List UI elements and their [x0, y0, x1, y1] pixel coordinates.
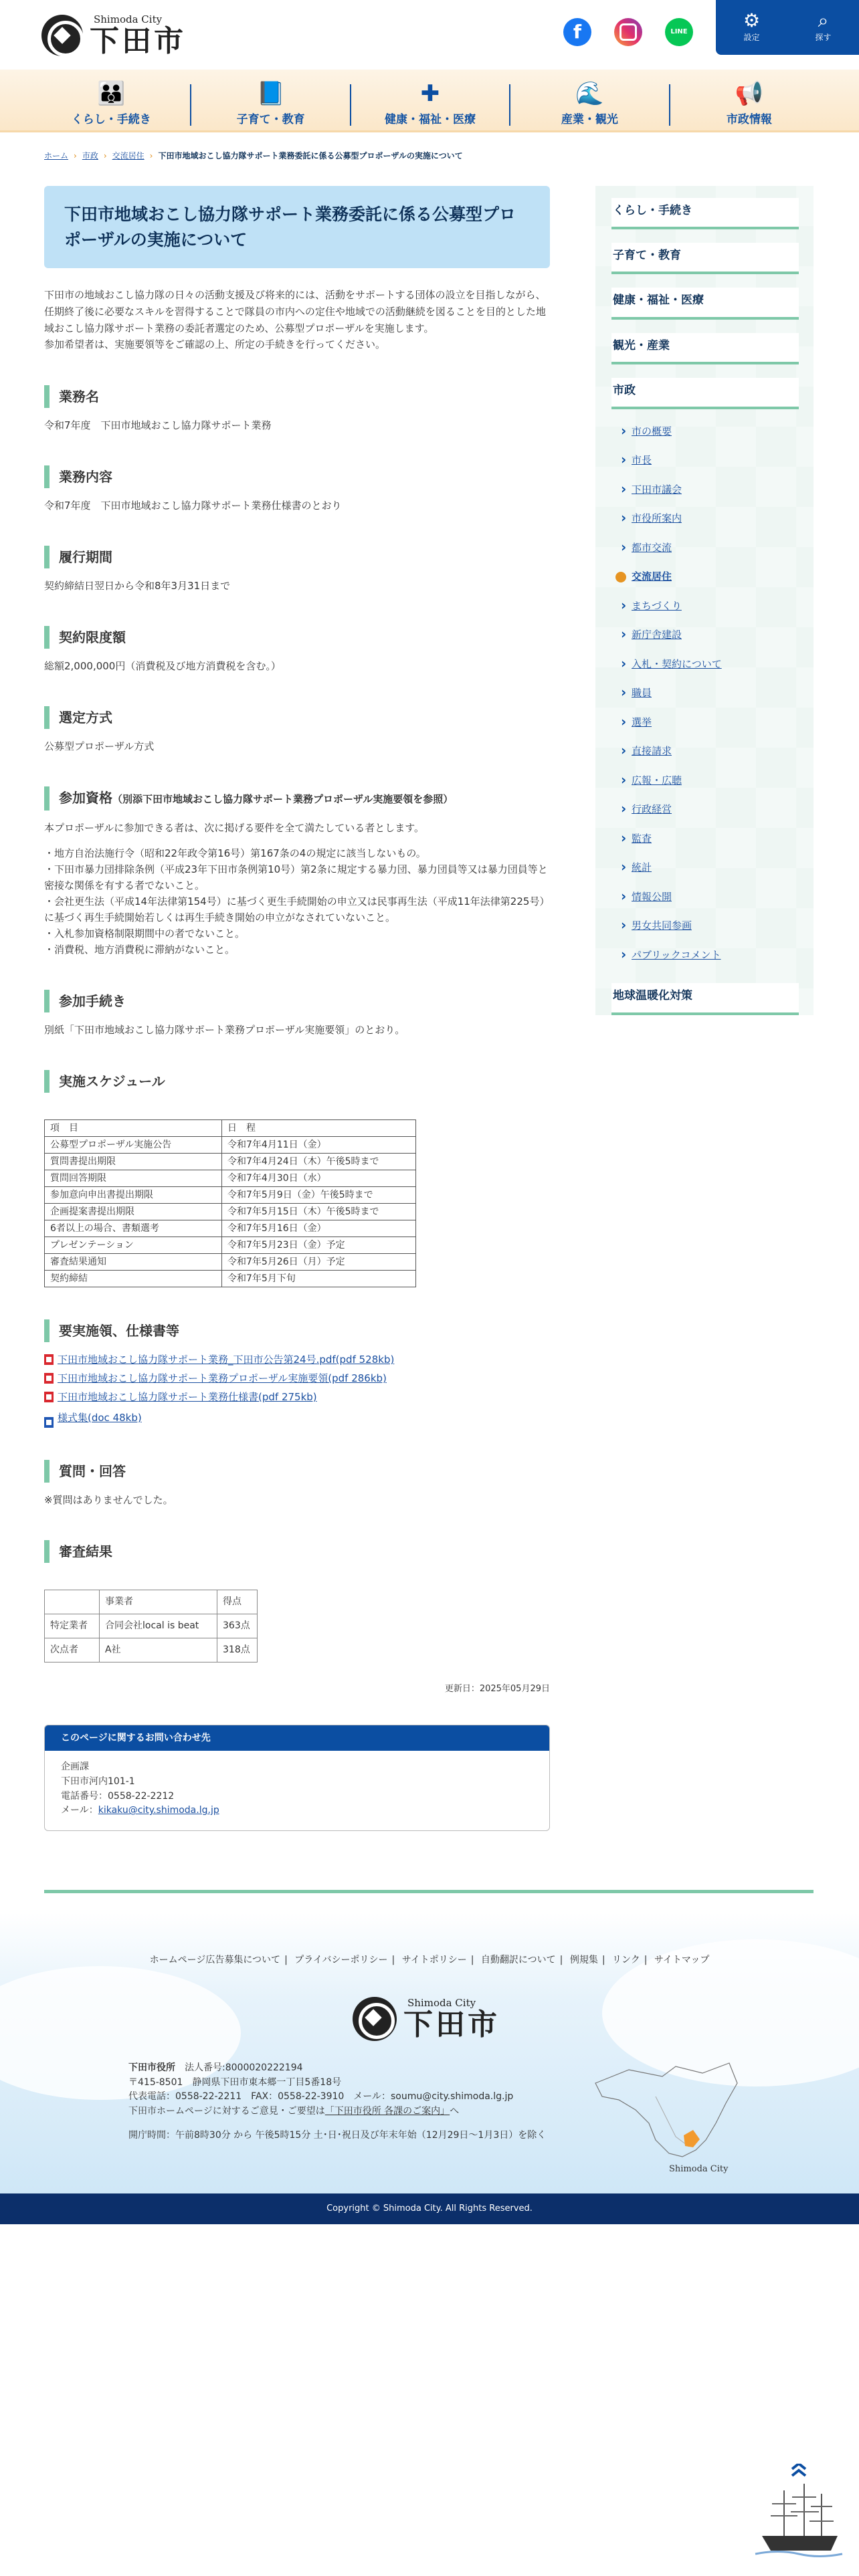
sidebar-link[interactable]: パブリックコメント: [632, 948, 721, 961]
logo-english: Shimoda City: [94, 13, 163, 25]
table-cell: 318点: [217, 1638, 258, 1662]
sidebar-menu: [611, 198, 799, 1029]
document-item: [44, 1352, 550, 1368]
megaphone-icon: 📢: [735, 80, 763, 108]
main-content: [44, 186, 550, 1831]
table-cell: 令和7年5月26日（月）予定: [222, 1254, 416, 1271]
breadcrumb-separator: ›: [74, 151, 77, 160]
book-icon: 📘: [256, 80, 285, 108]
table-cell: 企画提案書提出期限: [45, 1204, 222, 1220]
sidebar-link[interactable]: 交流居住: [632, 570, 672, 583]
nav-label: 子育て・教育: [236, 113, 305, 127]
footer-separator: |: [644, 1955, 648, 1965]
sidebar-link[interactable]: 統計: [632, 861, 652, 874]
table-cell: 参加意向申出書提出期限: [45, 1187, 222, 1204]
table-row: [45, 1154, 416, 1170]
opinion-text-end: へ: [450, 2106, 460, 2117]
footer-link[interactable]: 自動翻訳について: [480, 1955, 556, 1965]
breadcrumb-separator: ›: [103, 151, 107, 160]
sidebar-item[interactable]: [611, 650, 799, 679]
nav-item-health[interactable]: [351, 80, 510, 127]
nav-item-industry[interactable]: [510, 80, 670, 127]
document-link[interactable]: 下田市地域おこし協力隊サポート業務プロポーザル実施要領(pdf 286kb): [58, 1372, 387, 1384]
section-heading: 審査結果: [44, 1540, 550, 1563]
document-item: [44, 1389, 550, 1405]
section-heading: 業務内容: [44, 465, 550, 488]
footer-separator: |: [559, 1955, 563, 1965]
footer-link[interactable]: サイトポリシー: [401, 1955, 467, 1965]
contact-dept: 企画課: [61, 1761, 89, 1773]
nav-item-education[interactable]: [191, 80, 351, 127]
document-item: [44, 1408, 550, 1428]
site-header: [0, 0, 859, 67]
table-header-cell: 事業者: [100, 1590, 217, 1614]
sidebar-item[interactable]: [611, 853, 799, 883]
sidebar-item[interactable]: [611, 592, 799, 621]
search-label: 探す: [815, 33, 832, 43]
nav-label: 健康・福祉・医療: [385, 113, 476, 127]
sidebar-item[interactable]: [611, 679, 799, 708]
document-link[interactable]: 様式集(doc 48kb): [58, 1412, 142, 1424]
qualification-list: [44, 845, 550, 958]
page-title: 下田市地域おこし協力隊サポート業務委託に係る公募型プロポーザルの実施について: [44, 186, 550, 268]
document-link[interactable]: 下田市地域おこし協力隊サポート業務_下田市公告第24号.pdf(pdf 528kb): [58, 1354, 395, 1366]
sidebar-link[interactable]: 下田市議会: [632, 483, 682, 496]
section-heading: 契約限度額: [44, 626, 550, 649]
section-text: 令和7年度 下田市地域おこし協力隊サポート業務: [44, 419, 272, 431]
contact-address: 下田市河内101-1: [61, 1776, 135, 1787]
list-item: ・下田市暴力団排除条例（平成23年下田市条例第10号）第2条に規定する暴力団、暴力団員等又は暴力団員等と密接な関係を有する者でないこと。: [44, 863, 548, 891]
footer-link[interactable]: サイトマップ: [654, 1955, 710, 1965]
medical-bag-icon: ✚: [420, 80, 440, 108]
table-row: [45, 1220, 416, 1237]
search-button[interactable]: [787, 0, 859, 55]
table-row: [45, 1137, 416, 1154]
table-cell: A社: [100, 1638, 217, 1662]
section-heading: 参加手続き: [44, 990, 550, 1012]
copyright: Copyright © Shimoda City. All Rights Reserved.: [0, 2193, 859, 2224]
footer-link[interactable]: リンク: [612, 1955, 640, 1965]
table-header-cell: 得点: [217, 1590, 258, 1614]
table-row: [45, 1237, 416, 1254]
search-icon: ⌕: [818, 9, 829, 32]
sidebar-item[interactable]: [611, 534, 799, 563]
pdf-file-icon: [44, 1392, 54, 1402]
table-row: [45, 1271, 416, 1287]
sidebar-item[interactable]: [611, 621, 799, 650]
sidebar-item[interactable]: [611, 883, 799, 912]
list-item: ・地方自治法施行令（昭和22年政令第16号）第167条の4の規定に該当しないもの。: [44, 847, 426, 859]
people-icon: 👪: [97, 80, 126, 108]
sidebar-item[interactable]: [611, 825, 799, 854]
table-cell: 363点: [217, 1614, 258, 1638]
table-header-cell: 項 目: [45, 1120, 222, 1137]
list-item: ・消費税、地方消費税に滞納がないこと。: [44, 944, 235, 956]
table-row: [45, 1638, 258, 1662]
sidebar-heading[interactable]: 観光・産業: [611, 333, 799, 364]
sidebar-link[interactable]: 市役所案内: [632, 512, 682, 525]
sidebar-link[interactable]: 監査: [632, 832, 652, 845]
footer-divider: [44, 1890, 814, 1893]
table-cell: 令和7年4月24日（木）午後5時まで: [222, 1154, 416, 1170]
site-footer: [0, 1913, 859, 2193]
table-row: [45, 1187, 416, 1204]
office-name: 下田市役所: [128, 2062, 175, 2073]
list-item: ・入札参加資格制限期間中の者でないこと。: [44, 928, 246, 940]
contact-mail-label: メール：: [61, 1805, 98, 1816]
sidebar-item[interactable]: [611, 737, 799, 766]
sidebar-item[interactable]: [611, 446, 799, 475]
sidebar-link[interactable]: まちづくり: [632, 599, 682, 612]
contact-box: [44, 1725, 550, 1831]
sidebar-item[interactable]: [611, 475, 799, 505]
sidebar-link[interactable]: 広報・広聴: [632, 774, 682, 786]
corporate-number: 法人番号:8000020222194: [185, 2062, 303, 2073]
logo-japanese: 下田市: [403, 2008, 500, 2042]
footer-link[interactable]: ホームページ広告募集について: [149, 1955, 281, 1965]
site-logo[interactable]: [41, 13, 186, 58]
office-address: 〒415-8501 静岡県下田市東本郷一丁目5番18号: [128, 2076, 342, 2088]
table-cell: 公募型プロポーザル実施公告: [45, 1137, 222, 1154]
footer-links: [0, 1953, 859, 1967]
opinion-text: 下田市ホームページに対するご意見・ご要望は: [128, 2106, 325, 2117]
contact-heading: このページに関するお問い合わせ先: [45, 1725, 549, 1751]
sea-icon: 🌊: [575, 80, 604, 108]
sidebar-heading[interactable]: 子育て・教育: [611, 243, 799, 274]
table-cell: 令和7年5月15日（木）午後5時まで: [222, 1204, 416, 1220]
breadcrumb-home[interactable]: ホーム: [44, 151, 69, 160]
contact-phone: 電話番号：0558-22-2212: [61, 1790, 175, 1802]
section-text: 別紙「下田市地域おこし協力隊サポート業務プロポーザル実施要領」のとおり。: [44, 1024, 405, 1036]
table-cell: 合同会社local is beat: [100, 1614, 217, 1638]
table-cell: 契約締結: [45, 1271, 222, 1287]
footer-info: [128, 2061, 563, 2143]
breadcrumb-separator: ›: [149, 151, 153, 160]
section-text: 契約締結日翌日から令和8年3月31日まで: [44, 580, 231, 592]
office-contact: 代表電話：0558-22-2211 FAX：0558-22-3910 メール：soumu@city.shimoda.lg.jp: [128, 2091, 514, 2103]
sidebar-item[interactable]: [611, 504, 799, 534]
footer-link[interactable]: プライバシーポリシー: [294, 1955, 388, 1965]
table-cell: 令和7年5月下旬: [222, 1271, 416, 1287]
table-cell: 質問書提出期限: [45, 1154, 222, 1170]
table-cell: プレゼンテーション: [45, 1237, 222, 1254]
global-nav: [0, 70, 859, 132]
table-header-row: [45, 1590, 258, 1614]
pdf-file-icon: [44, 1354, 54, 1365]
section-heading: 要実施領、仕様書等: [44, 1319, 550, 1342]
contact-mail-link[interactable]: kikaku@city.shimoda.lg.jp: [98, 1805, 219, 1816]
sidebar-link[interactable]: 職員: [632, 687, 652, 700]
table-row: [45, 1204, 416, 1220]
nav-label: 産業・観光: [561, 113, 618, 127]
sidebar-heading[interactable]: 地球温暖化対策: [611, 983, 799, 1014]
footer-logo[interactable]: [353, 1997, 500, 2041]
section-heading-note: （別添下田市地域おこし協力隊サポート業務プロポーザル実施要領を参照）: [112, 793, 454, 805]
footer-separator: |: [470, 1955, 474, 1965]
sidebar-link[interactable]: 情報公開: [632, 890, 672, 903]
document-list: [44, 1352, 550, 1428]
sidebar-item[interactable]: [611, 911, 799, 941]
table-header-cell: [45, 1590, 100, 1614]
nav-label: くらし・手続き: [71, 113, 151, 127]
list-item: ・会社更生法（平成14年法律第154号）に基づく更生手続開始の申立又は民事再生法（平成11年法律第225号）に基づく再生手続開始若しくは再生手続き開始の申立がなされていないこと。: [44, 895, 550, 924]
section-text: 本プロポーザルに参加できる者は、次に掲げる要件を全て満たしている者とします。: [44, 822, 425, 834]
table-row: [45, 1614, 258, 1638]
nav-item-life[interactable]: [32, 80, 191, 127]
intro-paragraph-2: 参加希望者は、実施要領等をご確認の上、所定の手続きを行ってください。: [44, 338, 386, 351]
section-heading: 質問・回答: [44, 1460, 550, 1483]
table-cell: 令和7年4月30日（水）: [222, 1170, 416, 1187]
breadcrumb-kouryu[interactable]: 交流居住: [112, 151, 145, 160]
result-table: [44, 1590, 258, 1662]
table-cell: 特定業者: [45, 1614, 100, 1638]
nav-label: 市政情報: [726, 113, 772, 127]
footer-separator: |: [391, 1955, 395, 1965]
sidebar-heading[interactable]: くらし・手続き: [611, 198, 799, 229]
sidebar-link[interactable]: 男女共同参画: [632, 920, 692, 932]
line-icon[interactable]: LINE: [665, 18, 693, 46]
sidebar-heading[interactable]: 市政: [611, 378, 799, 409]
section-heading-qualification: [44, 786, 550, 811]
table-cell: 6者以上の場合、書類選考: [45, 1220, 222, 1237]
breadcrumb-shisei[interactable]: 市政: [82, 151, 98, 160]
sidebar-link[interactable]: 市の概要: [632, 425, 672, 437]
table-header-row: [45, 1120, 416, 1137]
section-heading: 選定方式: [44, 706, 550, 729]
izu-map-icon: [589, 2056, 743, 2177]
section-heading: 業務名: [44, 385, 550, 408]
sidebar: [595, 186, 814, 1015]
pdf-file-icon: [44, 1373, 54, 1384]
footer-link[interactable]: 例規集: [569, 1955, 598, 1965]
breadcrumb-current: 下田市地域おこし協力隊サポート業務委託に係る公募型プロポーザルの実施について: [158, 151, 463, 160]
city-emblem-icon: [41, 15, 83, 56]
facebook-icon[interactable]: f: [563, 18, 591, 46]
sidebar-item[interactable]: [611, 417, 799, 447]
table-row: [45, 1170, 416, 1187]
opinion-link[interactable]: 「下田市役所 各課のご案内」: [324, 2106, 450, 2117]
sidebar-submenu: [611, 417, 799, 970]
settings-button[interactable]: [716, 0, 787, 55]
section-text: 総額2,000,000円（消費税及び地方消費税を含む。）: [44, 660, 281, 672]
city-emblem-icon: [353, 1997, 397, 2041]
sidebar-link[interactable]: 市長: [632, 454, 652, 467]
section-text: ※質問はありませんでした。: [44, 1494, 173, 1506]
sidebar-heading[interactable]: 健康・福祉・医療: [611, 288, 799, 319]
sidebar-link[interactable]: 入札・契約について: [632, 657, 722, 670]
section-heading: 実施スケジュール: [44, 1070, 550, 1093]
sidebar-item[interactable]: [611, 766, 799, 796]
logo-english: Shimoda City: [407, 1997, 476, 2009]
sidebar-item[interactable]: [611, 795, 799, 825]
table-cell: 令和7年5月23日（金）予定: [222, 1237, 416, 1254]
sidebar-link[interactable]: 新庁舎建設: [632, 629, 682, 641]
logo-japanese: 下田市: [90, 24, 186, 58]
header-buttons: [716, 0, 859, 55]
nav-item-government[interactable]: [670, 80, 828, 127]
sidebar-item[interactable]: [611, 941, 799, 970]
gear-icon: ⚙: [743, 9, 761, 32]
word-file-icon: [44, 1417, 54, 1428]
document-link[interactable]: 下田市地域おこし協力隊サポート業務仕様書(pdf 275kb): [58, 1391, 317, 1403]
back-to-top-button[interactable]: [752, 2464, 846, 2564]
sidebar-link[interactable]: 都市交流: [632, 541, 672, 554]
table-cell: 審査結果通知: [45, 1254, 222, 1271]
sidebar-link[interactable]: 行政経営: [632, 803, 672, 816]
sidebar-item-current[interactable]: [611, 562, 799, 592]
sidebar-link[interactable]: 選挙: [632, 716, 652, 728]
settings-label: 設定: [743, 33, 760, 43]
intro-paragraph: 下田市の地域おこし協力隊の日々の活動支援及び将来的には、活動をサポートする団体の設立を目指しながら、任期終了後に必要なスキルを習得することで隊員の市内への定住や地域での活動継続を図ることを目的とした地域おこし協力隊サポート業務の委託者選定のため、公募型プロポーザルを実施します。: [44, 289, 546, 334]
section-heading-text: 参加資格: [59, 790, 112, 806]
instagram-icon[interactable]: [614, 18, 642, 46]
table-cell: 令和7年5月16日（金）: [222, 1220, 416, 1237]
office-hours: 開庁時間：午前8時30分 から 午後5時15分 土･日･祝日及び年末年始（12月29日～1月3日）を除く: [128, 2129, 547, 2141]
table-row: [45, 1254, 416, 1271]
section-heading: 履行期間: [44, 546, 550, 568]
intro-text: [44, 287, 550, 353]
table-cell: 次点者: [45, 1638, 100, 1662]
section-text: 公募型プロポーザル方式: [44, 740, 155, 752]
map-label: Shimoda City: [669, 2164, 729, 2174]
sidebar-item[interactable]: [611, 708, 799, 738]
table-header-cell: 日 程: [222, 1120, 416, 1137]
table-cell: 質問回答期限: [45, 1170, 222, 1187]
footer-separator: |: [601, 1955, 605, 1965]
breadcrumb: [44, 150, 463, 163]
section-text: 令和7年度 下田市地域おこし協力隊サポート業務仕様書のとおり: [44, 500, 342, 512]
sidebar-link[interactable]: 直接請求: [632, 745, 672, 758]
updated-date: 更新日：2025年05月29日: [444, 1684, 550, 1694]
document-item: [44, 1370, 550, 1386]
table-cell: 令和7年4月11日（金）: [222, 1137, 416, 1154]
schedule-table: [44, 1119, 416, 1287]
table-cell: 令和7年5月9日（金）午後5時まで: [222, 1187, 416, 1204]
footer-separator: |: [284, 1955, 288, 1965]
